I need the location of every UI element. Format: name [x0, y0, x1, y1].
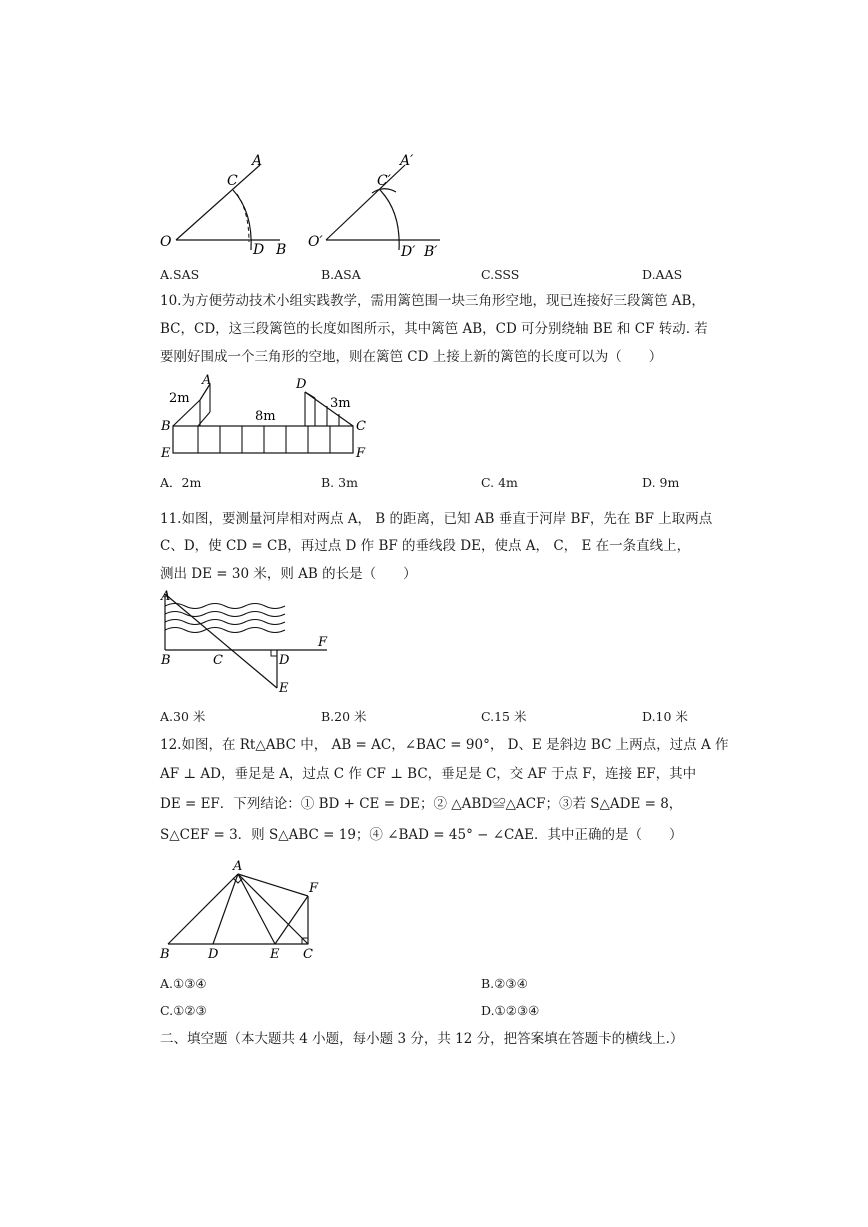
q10-line-2: BC，CD，这三段篱笆的长度如图所示，其中篱笆 AB，CD 可分别绕轴 BE 和 CF 转动. 若: [160, 321, 708, 337]
q10-label-D: D: [296, 377, 307, 392]
q12-triangle-figure: [150, 854, 330, 966]
q11-river-figure: [155, 588, 345, 698]
q9-fig1-label-D: D: [253, 242, 265, 258]
q10-label-F: F: [356, 446, 366, 461]
q11-label-E: E: [279, 681, 289, 696]
q11-option-b: B.20 米: [321, 709, 367, 724]
section-2-heading: 二、填空题（本大题共 4 小题，每小题 3 分，共 12 分，把答案填在答题卡的横线上.）: [160, 1031, 684, 1047]
q10-option-b: B. 3m: [321, 475, 358, 490]
q10-label-len-ab: 2m: [169, 391, 190, 406]
q10-label-len-cd: 3m: [330, 396, 351, 411]
q12-label-E: E: [270, 947, 280, 962]
q9-option-c: C.SSS: [481, 267, 520, 282]
q11-label-D: D: [279, 653, 290, 668]
q9-fig2-label-C: C′: [377, 173, 391, 189]
q11-option-a: A.30 米: [160, 709, 206, 724]
q9-figure-2: [300, 150, 460, 260]
q12-option-d: D.①②③④: [481, 1003, 540, 1018]
q9-fig1-label-B: B: [276, 242, 287, 258]
q12-label-D: D: [208, 947, 219, 962]
q12-line-4: S△CEF = 3．则 S△ABC = 19；④ ∠BAD = 45° − ∠CAE．其中正确的是（ ）: [160, 827, 683, 843]
q12-option-a: A.①③④: [160, 976, 207, 991]
q11-option-d: D.10 米: [642, 709, 688, 724]
q9-fig1-label-O: O: [160, 234, 172, 250]
q10-label-len-bc: 8m: [255, 409, 276, 424]
q12-label-F: F: [309, 881, 319, 896]
q12-line-3: DE = EF．下列结论：① BD + CE = DE；② △ABD≌△ACF；③若 S△ADE = 8，: [160, 796, 683, 812]
q9-fig2-label-B: B′: [424, 244, 438, 260]
q12-option-b: B.②③④: [481, 976, 528, 991]
q10-label-B: B: [161, 419, 171, 434]
q11-label-C: C: [213, 653, 223, 668]
q11-line-3: 测出 DE = 30 米，则 AB 的长是（ ）: [160, 566, 417, 582]
q10-option-a: A．2m: [160, 475, 202, 490]
q10-label-E: E: [161, 446, 171, 461]
q10-option-c: C. 4m: [481, 475, 518, 490]
q12-line-2: AF ⊥ AD，垂足是 A，过点 C 作 CF ⊥ BC，垂足是 C，交 AF 于点 F，连接 EF，其中: [160, 766, 697, 782]
q9-option-b: B.ASA: [321, 267, 361, 282]
q9-option-a: A.SAS: [160, 267, 200, 282]
q9-fig2-label-O: O′: [308, 234, 323, 250]
q11-line-1: 11.如图，要测量河岸相对两点 A， B 的距离，已知 AB 垂直于河岸 BF，先在 BF 上取两点: [160, 511, 713, 527]
q9-fig1-label-C: C: [227, 173, 238, 189]
q12-label-B: B: [160, 947, 170, 962]
q10-fence-figure: [155, 372, 375, 464]
q12-label-C: C: [303, 947, 313, 962]
q11-option-c: C.15 米: [481, 709, 527, 724]
q12-label-A: A: [233, 859, 243, 874]
q10-option-d: D. 9m: [642, 475, 680, 490]
q9-option-d: D.AAS: [642, 267, 683, 282]
q10-label-A: A: [202, 373, 212, 388]
q9-figure-1: [150, 150, 300, 260]
q11-line-2: C、D，使 CD = CB，再过点 D 作 BF 的垂线段 DE，使点 A， C， E 在一条直线上，: [160, 538, 691, 554]
q9-fig2-label-D: D′: [401, 244, 416, 260]
q11-label-F: F: [318, 635, 328, 650]
q9-fig2-label-A: A′: [400, 153, 414, 169]
q10-line-1: 10.为方便劳动技术小组实践教学，需用篱笆围一块三角形空地，现已连接好三段篱笆 AB，: [160, 293, 705, 309]
q10-line-3: 要刚好围成一个三角形的空地，则在篱笆 CD 上接上新的篱笆的长度可以为（ ）: [160, 349, 663, 365]
q9-fig1-label-A: A: [252, 153, 263, 169]
q11-label-A: A: [161, 589, 171, 604]
q10-label-C: C: [356, 419, 366, 434]
q12-option-c: C.①②③: [160, 1003, 207, 1018]
q12-line-1: 12.如图，在 Rt△ABC 中， AB = AC，∠BAC = 90°， D、E 是斜边 BC 上两点，过点 A 作: [160, 737, 729, 753]
q11-label-B: B: [161, 653, 171, 668]
